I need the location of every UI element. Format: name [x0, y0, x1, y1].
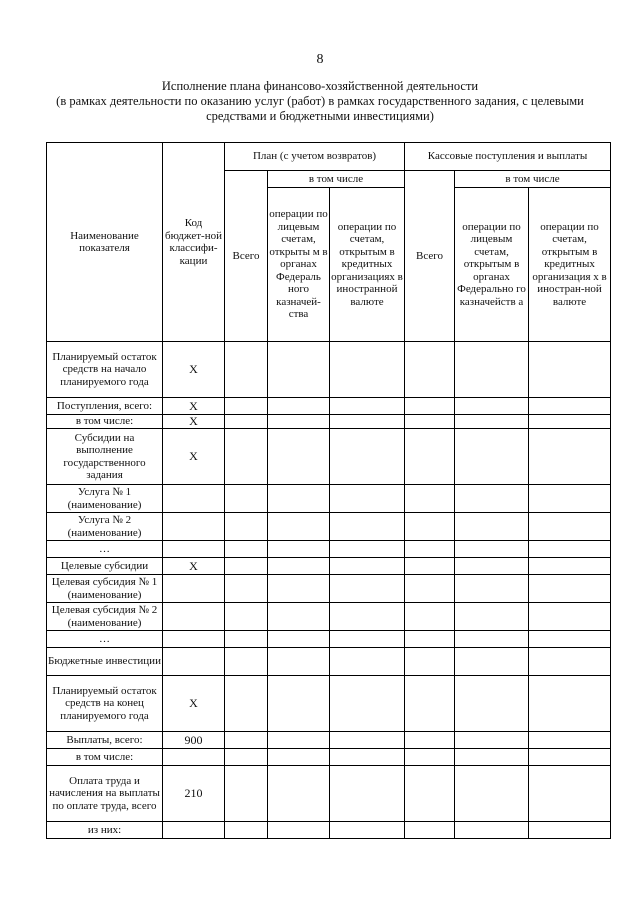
value-cell	[455, 558, 529, 575]
header-plan: План (с учетом возвратов)	[225, 143, 405, 171]
value-cell	[529, 429, 611, 485]
title-line-1: Исполнение плана финансово-хозяйственной деятельности	[161, 79, 479, 93]
value-cell	[405, 558, 455, 575]
table-header	[47, 143, 611, 342]
row-code: X	[163, 342, 225, 398]
header-plan-including: в том числе	[268, 171, 405, 188]
value-cell	[455, 398, 529, 415]
value-cell	[405, 485, 455, 513]
table-row	[47, 513, 611, 541]
value-cell	[225, 575, 268, 603]
value-cell	[405, 822, 455, 839]
row-code	[163, 541, 225, 558]
value-cell	[405, 631, 455, 648]
row-name: Целевые субсидии	[47, 558, 163, 575]
title-line-3: средствами и бюджетными инвестициями)	[206, 109, 434, 123]
document-title	[40, 79, 600, 124]
row-name: Бюджетные инвестиции	[47, 648, 163, 676]
row-code: 900	[163, 732, 225, 749]
table-row	[47, 429, 611, 485]
value-cell	[455, 822, 529, 839]
header-cash-personal-accounts: операции по лицевым счетам, открытым в органах Федерально го казначейств а	[455, 188, 529, 342]
value-cell	[529, 342, 611, 398]
value-cell	[455, 415, 529, 429]
value-cell	[330, 631, 405, 648]
value-cell	[330, 342, 405, 398]
value-cell	[268, 676, 330, 732]
header-cash-including: в том числе	[455, 171, 611, 188]
value-cell	[225, 749, 268, 766]
value-cell	[268, 822, 330, 839]
value-cell	[529, 676, 611, 732]
row-name: Целевая субсидия № 1 (наименование)	[47, 575, 163, 603]
table-row	[47, 822, 611, 839]
header-plan-credit-orgs: операции по счетам, открытым в кредитных организациях в иностранной валюте	[330, 188, 405, 342]
value-cell	[529, 558, 611, 575]
header-code: Код бюджет-ной классифи-кации	[163, 143, 225, 342]
row-name: Услуга № 1 (наименование)	[47, 485, 163, 513]
value-cell	[455, 631, 529, 648]
value-cell	[405, 648, 455, 676]
value-cell	[330, 429, 405, 485]
value-cell	[225, 648, 268, 676]
plan-execution-table	[46, 142, 611, 839]
value-cell	[455, 732, 529, 749]
value-cell	[225, 342, 268, 398]
row-code	[163, 603, 225, 631]
row-code	[163, 749, 225, 766]
table-row	[47, 575, 611, 603]
value-cell	[455, 766, 529, 822]
value-cell	[330, 676, 405, 732]
value-cell	[529, 541, 611, 558]
value-cell	[405, 575, 455, 603]
value-cell	[529, 603, 611, 631]
table-row	[47, 766, 611, 822]
value-cell	[330, 513, 405, 541]
value-cell	[330, 732, 405, 749]
value-cell	[268, 749, 330, 766]
value-cell	[455, 342, 529, 398]
row-code	[163, 822, 225, 839]
row-name: Планируемый остаток средств на конец планируемого года	[47, 676, 163, 732]
value-cell	[225, 485, 268, 513]
value-cell	[268, 485, 330, 513]
value-cell	[268, 766, 330, 822]
value-cell	[225, 541, 268, 558]
value-cell	[225, 558, 268, 575]
row-name: Субсидии на выполнение государственного задания	[47, 429, 163, 485]
value-cell	[225, 676, 268, 732]
value-cell	[529, 749, 611, 766]
value-cell	[225, 732, 268, 749]
value-cell	[268, 342, 330, 398]
table-row	[47, 676, 611, 732]
table-row	[47, 342, 611, 398]
value-cell	[529, 575, 611, 603]
value-cell	[268, 603, 330, 631]
header-cash: Кассовые поступления и выплаты	[405, 143, 611, 171]
table-row	[47, 631, 611, 648]
value-cell	[405, 541, 455, 558]
header-plan-total: Всего	[225, 171, 268, 342]
row-code	[163, 485, 225, 513]
value-cell	[330, 558, 405, 575]
value-cell	[529, 513, 611, 541]
table-row	[47, 732, 611, 749]
value-cell	[268, 732, 330, 749]
value-cell	[330, 648, 405, 676]
value-cell	[405, 513, 455, 541]
value-cell	[268, 541, 330, 558]
value-cell	[405, 749, 455, 766]
row-code: 210	[163, 766, 225, 822]
value-cell	[405, 398, 455, 415]
row-code: X	[163, 429, 225, 485]
value-cell	[330, 541, 405, 558]
row-name: из них:	[47, 822, 163, 839]
header-name: Наименование показателя	[47, 143, 163, 342]
value-cell	[225, 822, 268, 839]
table-row	[47, 541, 611, 558]
value-cell	[268, 648, 330, 676]
value-cell	[330, 398, 405, 415]
value-cell	[225, 513, 268, 541]
value-cell	[268, 415, 330, 429]
row-code	[163, 648, 225, 676]
table-row	[47, 415, 611, 429]
value-cell	[455, 485, 529, 513]
value-cell	[225, 398, 268, 415]
value-cell	[529, 631, 611, 648]
row-name: Целевая субсидия № 2 (наименование)	[47, 603, 163, 631]
row-code: X	[163, 415, 225, 429]
value-cell	[225, 766, 268, 822]
page-number: 8	[316, 52, 324, 67]
row-name: …	[47, 631, 163, 648]
value-cell	[268, 398, 330, 415]
value-cell	[529, 648, 611, 676]
value-cell	[330, 749, 405, 766]
value-cell	[268, 429, 330, 485]
value-cell	[268, 575, 330, 603]
table-row	[47, 398, 611, 415]
table-body	[47, 342, 611, 839]
row-name: …	[47, 541, 163, 558]
table-row	[47, 603, 611, 631]
title-line-2: (в рамках деятельности по оказанию услуг (работ) в рамках государственного задания, с целевыми	[56, 94, 584, 108]
value-cell	[455, 676, 529, 732]
value-cell	[455, 575, 529, 603]
value-cell	[330, 766, 405, 822]
table-row	[47, 749, 611, 766]
row-name: Выплаты, всего:	[47, 732, 163, 749]
value-cell	[529, 398, 611, 415]
value-cell	[529, 822, 611, 839]
table-row	[47, 648, 611, 676]
value-cell	[268, 558, 330, 575]
value-cell	[529, 415, 611, 429]
row-code	[163, 575, 225, 603]
value-cell	[225, 429, 268, 485]
row-name: Поступления, всего:	[47, 398, 163, 415]
header-cash-credit-orgs: операции по счетам, открытым в кредитных организация х в иностран-ной валюте	[529, 188, 611, 342]
row-name: в том числе:	[47, 415, 163, 429]
row-name: Оплата труда и начисления на выплаты по оплате труда, всего	[47, 766, 163, 822]
value-cell	[225, 631, 268, 648]
value-cell	[330, 603, 405, 631]
row-name: Услуга № 2 (наименование)	[47, 513, 163, 541]
value-cell	[455, 603, 529, 631]
value-cell	[225, 603, 268, 631]
row-code	[163, 513, 225, 541]
value-cell	[405, 732, 455, 749]
value-cell	[405, 342, 455, 398]
value-cell	[405, 676, 455, 732]
value-cell	[455, 513, 529, 541]
header-plan-personal-accounts: операции по лицевым счетам, открыты м в органах Федераль ного казначей-ства	[268, 188, 330, 342]
value-cell	[330, 415, 405, 429]
value-cell	[330, 485, 405, 513]
value-cell	[455, 429, 529, 485]
row-name: Планируемый остаток средств на начало планируемого года	[47, 342, 163, 398]
value-cell	[330, 822, 405, 839]
value-cell	[529, 485, 611, 513]
value-cell	[529, 766, 611, 822]
value-cell	[455, 749, 529, 766]
row-code: X	[163, 398, 225, 415]
value-cell	[405, 415, 455, 429]
value-cell	[225, 415, 268, 429]
row-code: X	[163, 558, 225, 575]
table-row	[47, 558, 611, 575]
value-cell	[405, 603, 455, 631]
value-cell	[268, 513, 330, 541]
row-code	[163, 631, 225, 648]
value-cell	[268, 631, 330, 648]
header-cash-total: Всего	[405, 171, 455, 342]
value-cell	[330, 575, 405, 603]
table-row	[47, 485, 611, 513]
value-cell	[455, 541, 529, 558]
value-cell	[405, 766, 455, 822]
row-name: в том числе:	[47, 749, 163, 766]
value-cell	[405, 429, 455, 485]
value-cell	[529, 732, 611, 749]
row-code: X	[163, 676, 225, 732]
value-cell	[455, 648, 529, 676]
